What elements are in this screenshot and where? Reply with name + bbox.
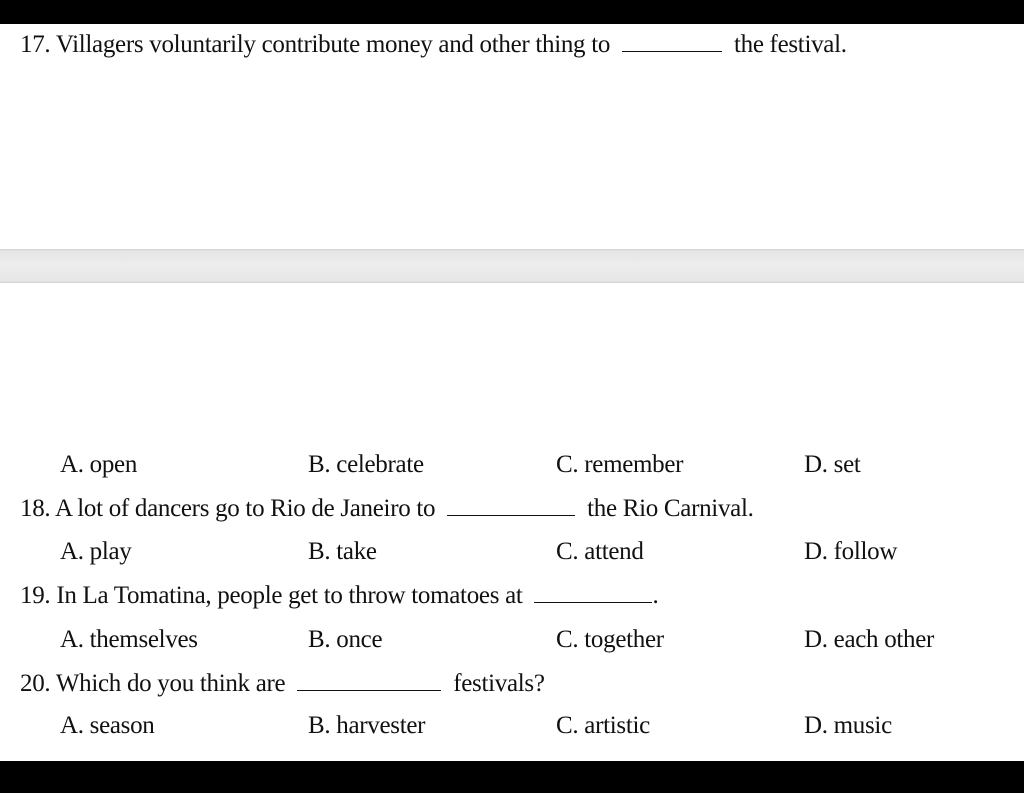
option-a: A. themselves — [60, 626, 198, 653]
option-b: B. take — [308, 538, 377, 565]
question-20 — [20, 669, 545, 699]
question-text-end: festivals? — [453, 670, 545, 697]
option-b: B. celebrate — [308, 451, 424, 478]
option-d: D. set — [804, 451, 861, 478]
question-number: 20. — [20, 670, 51, 697]
option-b: B. once — [308, 626, 383, 653]
question-text-end: the festival. — [733, 31, 847, 58]
option-d: D. follow — [804, 538, 898, 565]
question-19 — [20, 581, 658, 611]
question-text: A lot of dancers go to Rio de Janeiro to — [54, 495, 436, 522]
answer-blank — [297, 670, 441, 691]
option-a: A. season — [60, 712, 155, 739]
option-a: A. open — [60, 451, 138, 478]
document-page-1 — [0, 24, 1024, 249]
question-text: In La Tomatina, people get to throw tomatoes at — [56, 582, 523, 609]
question-number: 18. — [20, 495, 51, 522]
document-page-2 — [0, 283, 1024, 761]
option-c: C. remember — [556, 451, 684, 478]
question-number: 17. — [20, 31, 51, 58]
question-18 — [20, 494, 754, 524]
option-d: D. music — [804, 712, 892, 739]
question-number: 19. — [20, 582, 51, 609]
question-text: Villagers voluntarily contribute money and other thing to — [55, 31, 611, 58]
option-b: B. harvester — [308, 712, 426, 739]
answer-blank — [447, 495, 575, 516]
question-text-end: the Rio Carnival. — [587, 495, 754, 522]
option-c: C. artistic — [556, 712, 650, 739]
bottom-black-bar — [0, 761, 1024, 793]
question-text-end: . — [652, 582, 659, 609]
option-d: D. each other — [804, 626, 935, 653]
option-c: C. together — [556, 626, 664, 653]
option-a: A. play — [60, 538, 132, 565]
question-text: Which do you think are — [55, 670, 286, 697]
top-black-bar — [0, 0, 1024, 24]
option-c: C. attend — [556, 538, 644, 565]
answer-blank — [534, 582, 652, 603]
question-17 — [20, 30, 847, 60]
answer-blank — [622, 31, 722, 52]
page-break — [0, 249, 1024, 283]
